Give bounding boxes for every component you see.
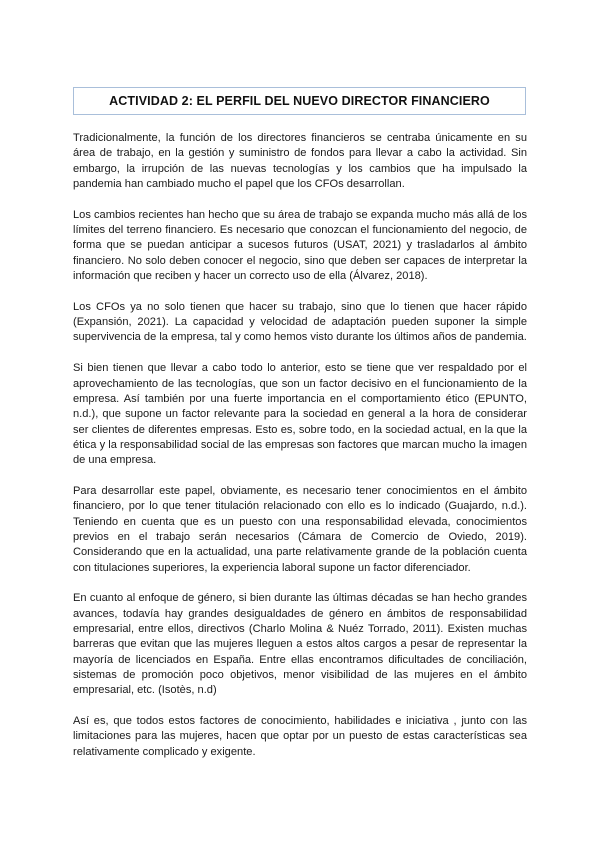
paragraph-6: En cuanto al enfoque de género, si bien durante las últimas décadas se han hecho grandes avances, todavía hay grandes desigualdades de género en ámbitos de responsabilidad empresarial, entre ellos, directivos (Charlo Molina & Nuéz Torrado, 2011). Existen muchas barreras que evitan que las mujeres lleguen a estos altos cargos a pesar de representar la mayoría de licenciados en España. Entre ellas encontramos dificultades de conciliación, sistemas de promoción poco objetivos, menor visibilidad de las mujeres en el ámbito empresarial, etc. (Isotès, n.d) <box>73 592 527 697</box>
activity-title <box>73 87 526 115</box>
paragraph-1: Tradicionalmente, la función de los directores financieros se centraba únicamente en su área de trabajo, en la gestión y suministro de fondos para llevar a cabo la actividad. Sin embargo, la irrupción de las nuevas tecnologías y los cambios que ha impulsado la pandemia han cambiado mucho el papel que los CFOs desarrollan. <box>73 132 527 190</box>
paragraph-7: Así es, que todos estos factores de conocimiento, habilidades e iniciativa , junto con las limitaciones para las mujeres, hacen que optar por un puesto de estas características sea relativamente complicado y exigente. <box>73 715 527 758</box>
document-body <box>73 131 527 776</box>
paragraph-2: Los cambios recientes han hecho que su área de trabajo se expanda mucho más allá de los límites del terreno financiero. Es necesario que conozcan el funcionamiento del negocio, de forma que se puedan anticipar a sucesos futuros (USAT, 2021) y trasladarlos al ámbito financiero. No solo deben conocer el negocio, sino que deben ser capaces de interpretar la información que reciben y hacer un correcto uso de ella (Álvarez, 2018). <box>73 208 527 282</box>
paragraph-3: Los CFOs ya no solo tienen que hacer su trabajo, sino que lo tienen que hacer rápido (Expansión, 2021). La capacidad y velocidad de adaptación pueden suponer la simple supervivencia de la empresa, tal y como hemos visto durante los últimos años de pandemia. <box>73 300 527 344</box>
paragraph-4: Si bien tienen que llevar a cabo todo lo anterior, esto se tiene que ver respaldado por el aprovechamiento de las tecnologías, que son un factor decisivo en el funcionamiento de la empresa. Así también por una fuerte importancia en el comportamiento ético (EPUNTO, n.d.), que supone un factor relevante para la sociedad en general a la hora de considerar ser clientes de diferentes empresas. Esto es, sobre todo, en la sociedad actual, en la que la ética y la responsabilidad social de las empresas son factores que marcan mucho la imagen de una empresa. <box>73 362 527 467</box>
paragraph-5: Para desarrollar este papel, obviamente, es necesario tener conocimientos en el ámbito financiero, por lo que tener titulación relacionado con ello es lo indicado (Guajardo, n.d.). Teniendo en cuenta que es un puesto con una responsabilidad elevada, conocimientos previos en el trabajo serán necesarios (Cámara de Comercio de Oviedo, 2019). Considerando que en la actualidad, una parte relativamente grande de la población cuenta con titulaciones superiores, la experiencia laboral supone un factor diferenciador. <box>73 485 527 574</box>
activity-title-text: ACTIVIDAD 2: EL PERFIL DEL NUEVO DIRECTOR FINANCIERO <box>109 94 490 108</box>
